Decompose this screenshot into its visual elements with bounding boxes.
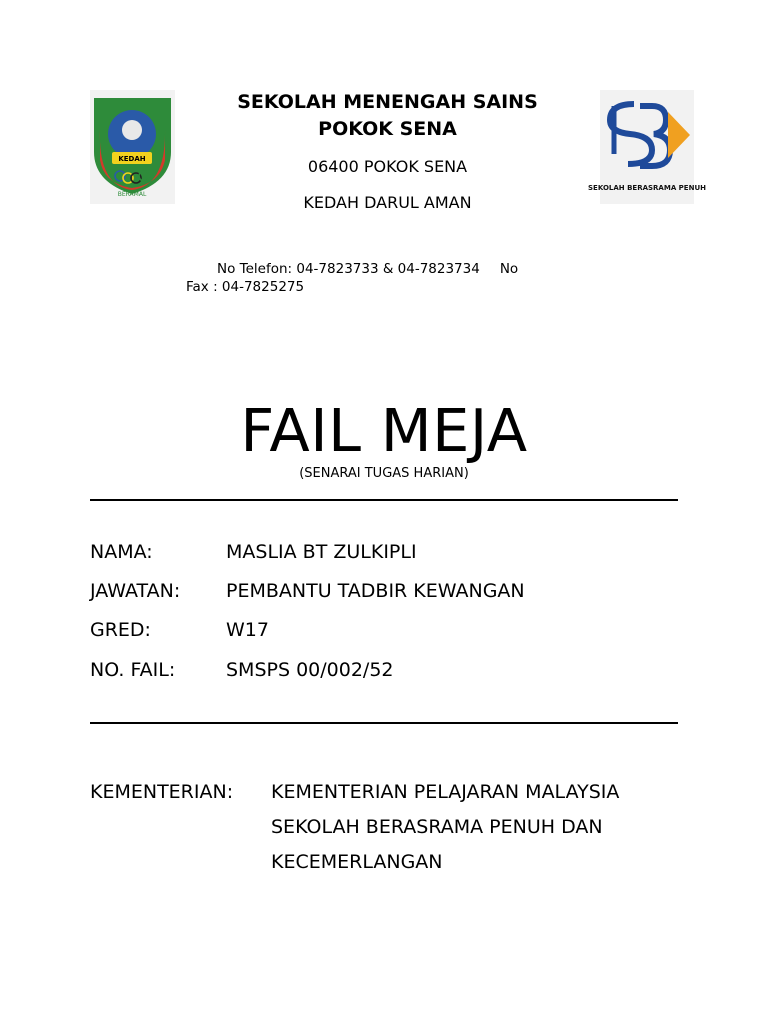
no-fail-label: NO. FAIL: [90, 659, 176, 681]
school-crest-logo [90, 90, 175, 204]
kementerian-line3: KECEMERLANGAN [271, 851, 443, 873]
divider-top [90, 499, 678, 501]
svg-text:KEDAH: KEDAH [118, 155, 146, 163]
kementerian-label: KEMENTERIAN: [90, 781, 234, 803]
kementerian-line1: KEMENTERIAN PELAJARAN MALAYSIA [271, 781, 620, 803]
svg-text:BERAMAL: BERAMAL [117, 191, 147, 198]
kementerian-line2: SEKOLAH BERASRAMA PENUH DAN [271, 816, 603, 838]
school-name [200, 89, 575, 143]
school-name-line1: SEKOLAH MENENGAH SAINS [237, 91, 538, 113]
contact-info [186, 260, 578, 296]
fax-prefix: No [499, 261, 519, 277]
document-title: FAIL MEJA [240, 396, 528, 465]
gred-label: GRED: [90, 619, 151, 641]
nama-value: MASLIA BT ZULKIPLI [226, 541, 417, 563]
contact-line1 [186, 260, 578, 278]
gred-value: W17 [226, 619, 269, 641]
school-name-line2: POKOK SENA [318, 118, 457, 140]
kementerian-value [271, 775, 691, 880]
jawatan-value: PEMBANTU TADBIR KEWANGAN [226, 580, 525, 602]
nama-label: NAMA: [90, 541, 153, 563]
school-crest-icon [90, 90, 175, 204]
no-fail-value: SMSPS 00/002/52 [226, 659, 394, 681]
svg-text:SEKOLAH BERASRAMA PENUH: SEKOLAH BERASRAMA PENUH [588, 184, 706, 192]
jawatan-label: JAWATAN: [90, 580, 181, 602]
address-line1: 06400 POKOK SENA [307, 157, 468, 176]
sbp-logo-icon [588, 90, 706, 204]
document-subtitle: (SENARAI TUGAS HARIAN) [299, 466, 469, 481]
address-line2: KEDAH DARUL AMAN [303, 193, 472, 212]
telephone-numbers: No Telefon: 04-7823733 & 04-7823734 [217, 261, 480, 277]
fax-number: Fax : 04-7825275 [186, 279, 305, 295]
divider-bottom [90, 722, 678, 724]
sbp-logo [588, 90, 706, 204]
